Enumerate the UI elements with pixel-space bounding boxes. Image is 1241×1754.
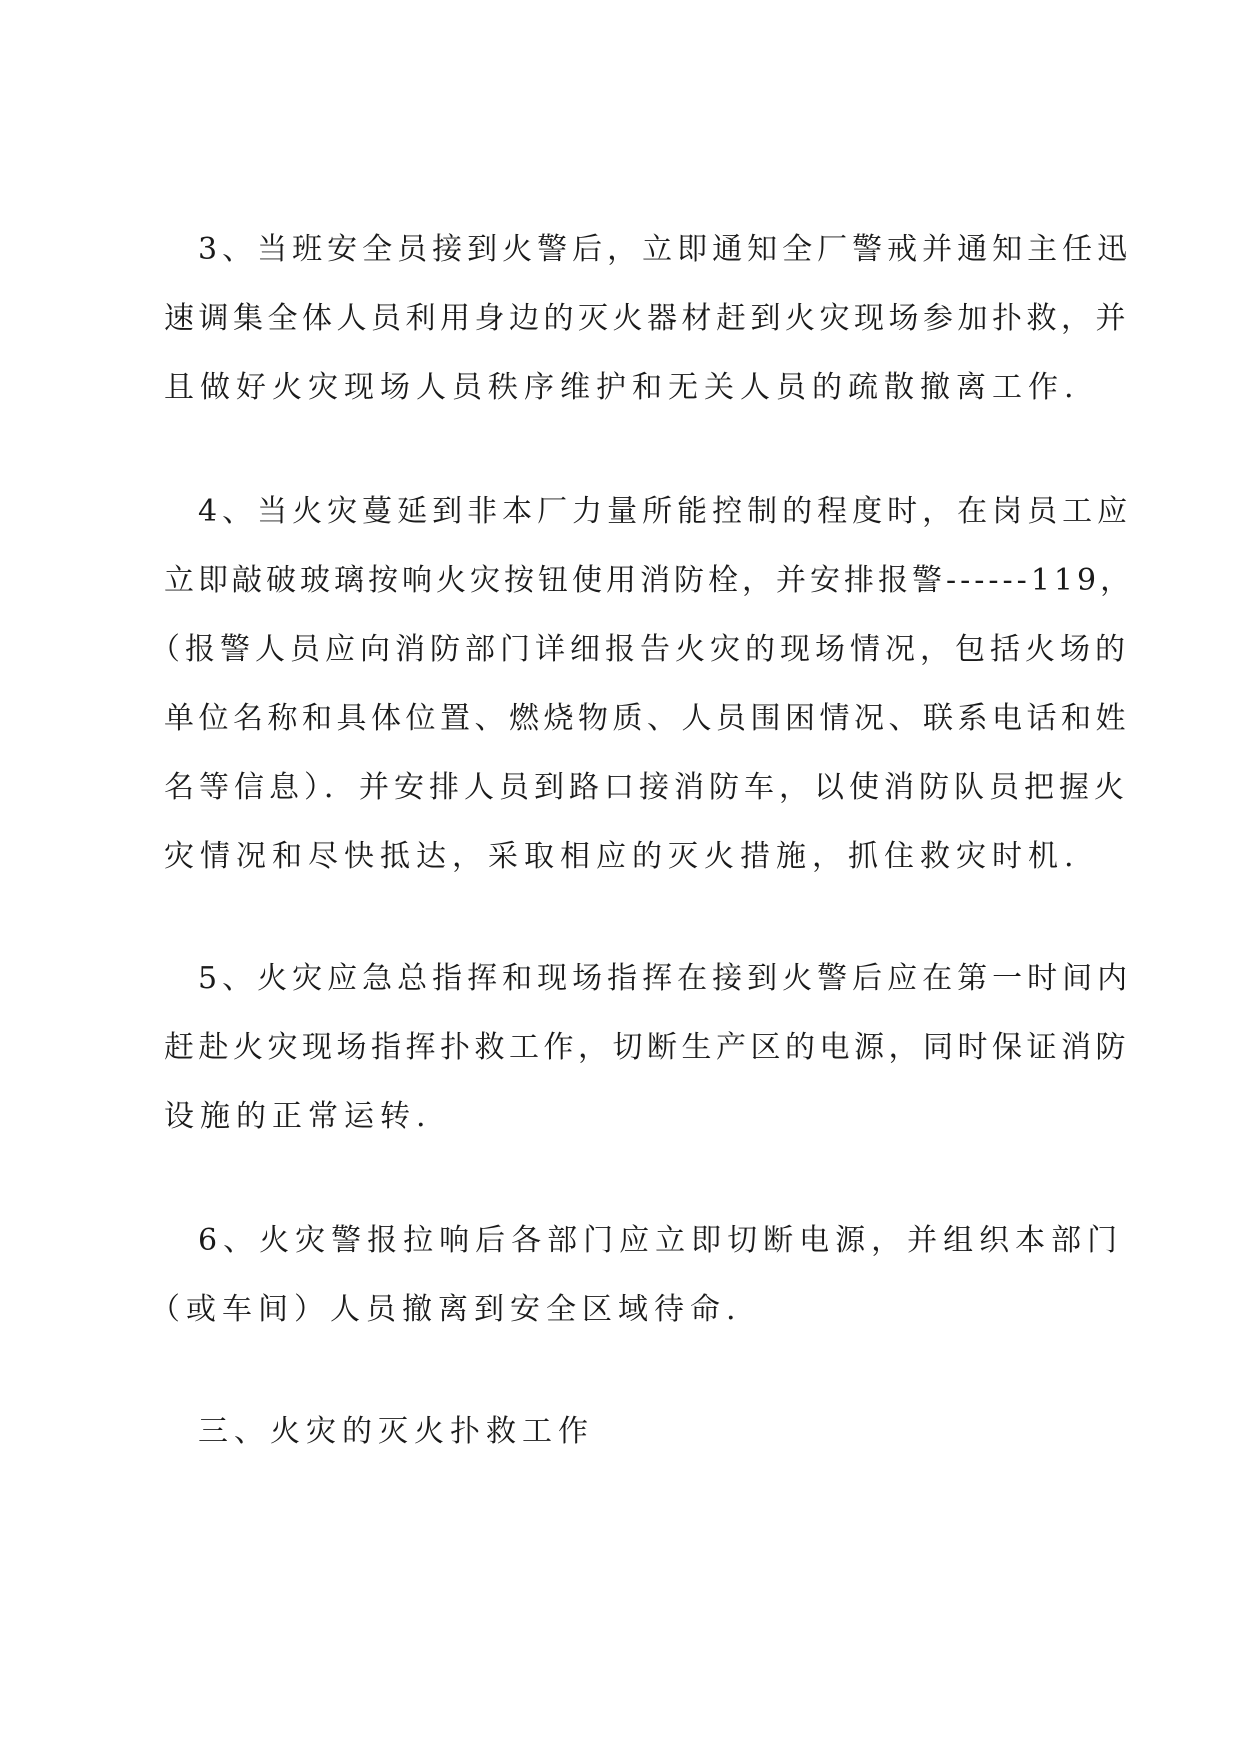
text-line: 5、火灾应急总指挥和现场指挥在接到火警后应在第一时间内 — [198, 961, 1133, 996]
paragraph-2-line-6 — [0, 825, 1241, 889]
text-line: （报警人员应向消防部门详细报告火灾的现场情况，包括火场的 — [150, 632, 1130, 667]
section-heading — [0, 1400, 1241, 1464]
paragraph-4-line-2 — [0, 1278, 1241, 1342]
text-line: 且做好火灾现场人员秩序维护和无关人员的疏散撤离工作. — [164, 370, 1080, 405]
paragraph-2-line-2 — [0, 549, 1241, 613]
paragraph-1-line-2 — [0, 287, 1241, 351]
paragraph-2-line-5 — [0, 756, 1241, 820]
paragraph-3-line-3 — [0, 1085, 1241, 1149]
section-heading-text: 三、火灾的灭火扑救工作 — [198, 1414, 594, 1449]
paragraph-3-line-2 — [0, 1016, 1241, 1080]
paragraph-4-line-1 — [0, 1209, 1241, 1273]
text-line: 立即敲破玻璃按响火灾按钮使用消防栓，并安排报警------119， — [164, 563, 1135, 598]
text-line: 3、当班安全员接到火警后，立即通知全厂警戒并通知主任迅 — [198, 232, 1133, 267]
text-line: （或车间）人员撤离到安全区域待命. — [150, 1292, 742, 1327]
paragraph-2-line-4 — [0, 687, 1241, 751]
text-line: 单位名称和具体位置、燃烧物质、人员围困情况、联系电话和姓 — [164, 701, 1130, 736]
paragraph-2-line-3 — [0, 618, 1241, 682]
paragraph-3-line-1 — [0, 947, 1241, 1011]
text-line: 4、当火灾蔓延到非本厂力量所能控制的程度时，在岗员工应 — [198, 494, 1133, 529]
text-line: 6、火灾警报拉响后各部门应立即切断电源，并组织本部门 — [198, 1223, 1124, 1258]
text-line: 赶赴火灾现场指挥扑救工作，切断生产区的电源，同时保证消防 — [164, 1030, 1130, 1065]
paragraph-2-line-1 — [0, 480, 1241, 544]
text-line: 灾情况和尽快抵达，采取相应的灭火措施，抓住救灾时机. — [164, 839, 1080, 874]
paragraph-1-line-3 — [0, 356, 1241, 420]
text-line: 设施的正常运转. — [164, 1099, 432, 1134]
text-line: 名等信息）．并安排人员到路口接消防车，以使消防队员把握火 — [164, 770, 1129, 805]
paragraph-1-line-1 — [0, 218, 1241, 282]
text-line: 速调集全体人员利用身边的灭火器材赶到火灾现场参加扑救，并 — [164, 301, 1130, 336]
